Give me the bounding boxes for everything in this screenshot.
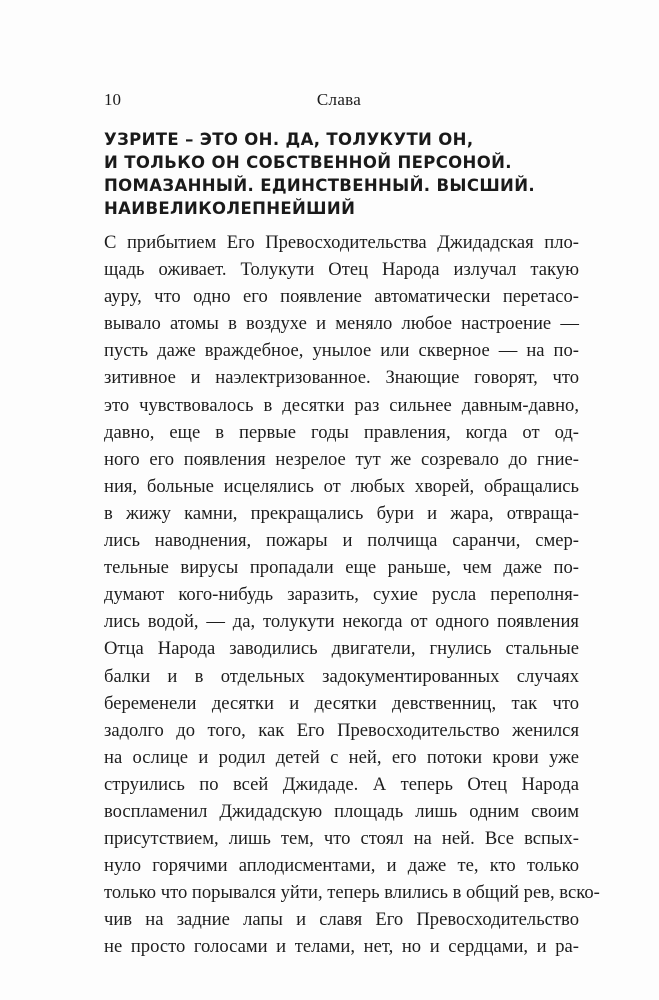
text-line: С прибытием Его Превосходительства Джидадская пло- <box>104 232 579 253</box>
text-line: думают кого-нибудь заразить, сухие русла переполня- <box>104 584 579 606</box>
running-head <box>104 88 574 112</box>
text-line: чив на задние лапы и славя Его Превосходительство <box>104 909 579 931</box>
text-line: давно, еще в первые годы правления, когда от од- <box>104 421 579 443</box>
text-line: ауру, что одно его появление автоматически перетасо- <box>104 286 579 308</box>
text-line: не просто голосами и телами, нет, но и сердцами, и ра- <box>104 936 579 958</box>
running-title: Слава <box>316 90 362 109</box>
heading-line: ПОМАЗАННЫЙ. ЕДИНСТВЕННЫЙ. ВЫСШИЙ. <box>104 176 535 195</box>
text-line: щадь оживает. Толукути Отец Народа излучал такую <box>104 259 579 281</box>
text-line: вывало атомы в воздухе и меняло любое настроение — <box>104 313 579 335</box>
heading-line: И ТОЛЬКО ОН СОБСТВЕННОЙ ПЕРСОНОЙ. <box>104 153 512 172</box>
text-line: ния, больные исцелялись от любых хворей, обращались <box>104 475 579 497</box>
text-line: зитивное и наэлектризованное. Знающие говорят, что <box>104 367 579 389</box>
heading-line: УЗРИТЕ – ЭТО ОН. ДА, ТОЛУКУТИ ОН, <box>104 130 474 149</box>
text-line: струились по всей Джидаде. А теперь Отец Народа <box>104 773 579 795</box>
text-line: беременели десятки и десятки девственниц, так что <box>104 692 579 714</box>
body-paragraph <box>104 229 600 961</box>
chapter-heading <box>104 128 574 220</box>
text-line: только что порывался уйти, теперь влились в общий рев, вско- <box>104 882 600 904</box>
heading-line: НАИВЕЛИКОЛЕПНЕЙШИЙ <box>104 199 356 218</box>
text-line: лись водой, — да, толукути некогда от одного появления <box>104 611 579 633</box>
text-line: воспламенил Джидадскую площадь лишь одним своим <box>104 800 579 822</box>
text-line: нуло горячими аплодисментами, и даже те, кто только <box>104 855 579 877</box>
text-line: задолго до того, как Его Превосходительство женился <box>104 719 579 741</box>
text-line: на ослице и родил детей с ней, его потоки крови уже <box>104 746 579 768</box>
text-line: Отца Народа заводились двигатели, гнулись стальные <box>104 638 579 660</box>
text-line: в жижу камни, прекращались бури и жара, отвраща- <box>104 502 579 524</box>
text-line: балки и в отдельных задокументированных случаях <box>104 665 579 687</box>
text-line: присутствием, лишь тем, что стоял на ней. Все вспых- <box>104 828 579 850</box>
text-line: лись наводнения, пожары и полчища саранчи, смер- <box>104 530 579 552</box>
page-number: 10 <box>104 90 121 109</box>
text-line: ного его появления незрелое тут же созревало до гние- <box>104 448 579 470</box>
text-line: пусть даже враждебное, унылое или скверное — на по- <box>104 340 579 362</box>
text-line: это чувствовалось в десятки раз сильнее давным-давно, <box>104 394 579 416</box>
text-line: тельные вирусы пропадали еще раньше, чем даже по- <box>104 557 579 579</box>
